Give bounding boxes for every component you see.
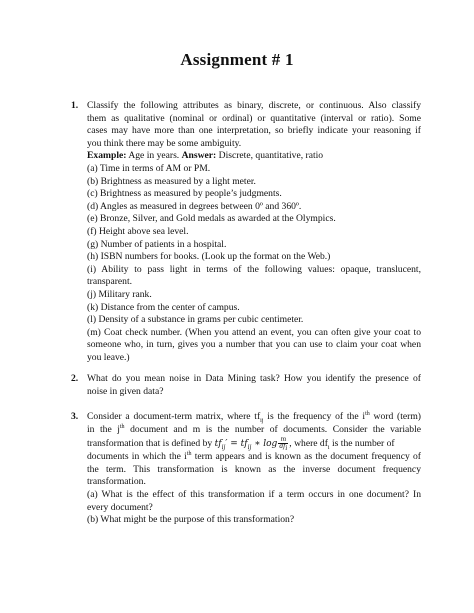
question-3 [71, 410, 422, 527]
formula-term: tf [214, 439, 222, 450]
text-run: is the frequency of the i [263, 411, 366, 422]
text-run: transformation that is defined by [87, 438, 215, 450]
question-text-line: Classify the following attributes as binary, discrete, or continuous. Also classify [87, 100, 421, 111]
question-text-line: noise in given data? [87, 385, 164, 397]
superscript: th [365, 410, 370, 417]
question-text-line [87, 451, 421, 464]
formula-equals: = [227, 439, 241, 450]
example-text: Age in years. [126, 150, 182, 162]
question-number: 2. [71, 373, 79, 384]
formula-fraction [278, 436, 288, 453]
formula-prime: ′ [225, 439, 228, 450]
list-item: (i) Ability to pass light in terms of the following values: opaque, translucent, [87, 263, 421, 275]
denominator-term: df [279, 443, 286, 451]
question-text-line: you think there may be some ambiguity. [87, 137, 242, 149]
list-item: someone who, in turn, gives you a number that you can use to claim your coat when [87, 339, 421, 351]
list-item: (m) Coat check number. (When you attend an event, you can often give your coat to [87, 326, 421, 338]
question-1 [71, 100, 421, 364]
list-item: (l) Density of a substance in grams per cubic centimeter. [87, 314, 304, 326]
text-run: document and m is the number of documents. Consider the variable [124, 423, 421, 435]
fraction-numerator: m [278, 437, 288, 444]
question-text-line: transformation. [87, 476, 146, 488]
question-number: 3. [71, 411, 79, 422]
idf-formula [214, 436, 290, 453]
text-run: in the j [87, 423, 120, 435]
question-text-line [87, 436, 421, 451]
subscript: i [285, 445, 288, 453]
subscript: i [327, 445, 330, 452]
text-run: documents in which the i [87, 451, 187, 463]
answer-text: Discrete, quantitative, ratio [216, 150, 324, 162]
formula-term: tf [240, 439, 248, 450]
list-item: (j) Military rank. [87, 288, 152, 300]
list-item: (b) Brightness as measured by a light meter. [87, 175, 256, 187]
question-text-line: What do you mean noise in Data Mining task? How you identify the presence of [87, 373, 421, 384]
answer-label: Answer: [181, 150, 217, 162]
list-item: (g) Number of patients in a hospital. [87, 238, 227, 250]
list-item: (a) Time in terms of AM or PM. [87, 162, 211, 174]
text-run: Consider a document-term matrix, where tf [87, 411, 261, 422]
list-item: you leave.) [87, 351, 130, 363]
sub-question-a-cont: every document? [87, 501, 153, 513]
text-run: , where df [289, 438, 328, 450]
list-item: (d) Angles as measured in degrees between 0º and 360º. [87, 200, 302, 212]
question-number: 1. [71, 100, 79, 111]
example-line [87, 150, 421, 163]
list-item: (h) ISBN numbers for books. (Look up the format on the Web.) [87, 251, 331, 263]
list-item: (c) Brightness as measured by people’s judgments. [87, 188, 282, 200]
superscript: th [186, 451, 192, 457]
text-run: is the number of [329, 438, 395, 450]
question-text-line [87, 411, 421, 424]
list-item: (f) Height above sea level. [87, 225, 189, 237]
formula-log: log [263, 439, 278, 450]
sub-question-b: (b) What might be the purpose of this transformation? [87, 514, 295, 526]
subscript: ij [247, 443, 252, 451]
text-run: word (term) [369, 411, 422, 422]
question-text-line: them as qualitative (nominal or ordinal) or quantitative (interval or ratio). Some [87, 112, 421, 124]
example-label: Example: [87, 150, 127, 162]
text-run: term appears and is known as the document frequency of [191, 451, 421, 463]
list-item: (e) Bronze, Silver, and Gold medals as awarded at the Olympics. [87, 213, 336, 225]
list-item: (k) Distance from the center of campus. [87, 301, 240, 313]
subscript: ij [221, 443, 226, 451]
question-2 [71, 373, 421, 398]
question-text-line: cases may have more than one interpretation, so briefly indicate your reasoning if [87, 125, 421, 137]
formula-multiply: ∗ [251, 439, 264, 450]
page-title: Assignment # 1 [180, 50, 294, 69]
subscript: ij [260, 417, 264, 424]
question-text-line [87, 424, 421, 437]
question-text-line: the term. This transformation is known as the inverse document frequency [87, 463, 421, 475]
superscript: th [119, 423, 125, 430]
fraction-denominator [278, 443, 288, 453]
list-item: transparent. [87, 276, 133, 288]
sub-question-a: (a) What is the effect of this transformation if a term occurs in one document? In [87, 488, 421, 500]
